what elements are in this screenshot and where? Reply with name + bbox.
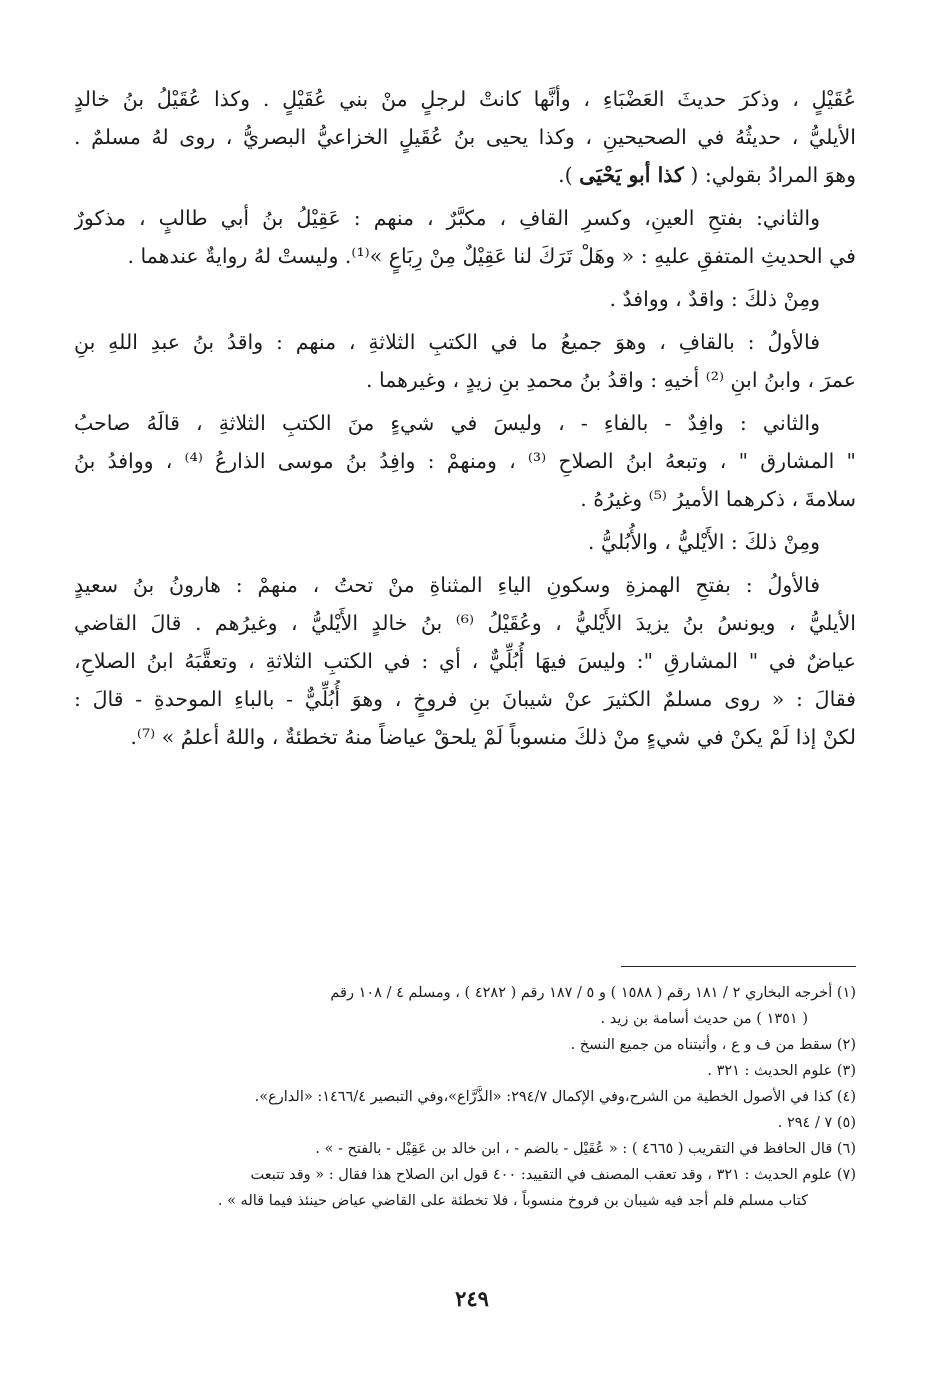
footnote-7: (٧) علوم الحديث : ٣٢١ ، وقد تعقب المصنف في التقييد: ٤٠٠ قول ابن الصلاح هذا فقال : « وقد تتبعت (250, 1167, 856, 1183)
text-line: فقالَ : « روى مسلمٌ الكثيرَ عنْ شيبانَ بنِ فروخٍ ، وهوَ أُبُلِّيٌّ - بالباءِ الموحدةِ - قالَ : (74, 687, 856, 711)
footnote-3: (٣) علوم الحديث : ٣٢١ . (707, 1063, 856, 1079)
text-line: الأيليُّ ، ويونسُ بنُ يزيدَ الأَيْليُّ ، وعُقَيْلُ ⁽⁶⁾ بنُ خالدٍ الأَيْليُّ ، وغيرُهم . قالَ القاضي (74, 611, 856, 635)
footnote-2: (٢) سقط من ف و ع ، وأثبتناه من جميع النسخ . (570, 1037, 856, 1053)
footnote-5: (٥) ٧ / ٢٩٤ . (777, 1115, 856, 1131)
text-line: فالأولُ : بالقافِ ، وهوَ جميعُ ما في الكتبِ الثلاثةِ ، منهم : واقدُ بنُ عبدِ اللهِ بنِ (74, 330, 820, 354)
page-number: ٢٤٩ (455, 1286, 489, 1311)
footnote-7-continued: كتاب مسلم فلم أجد فيه شيبان بن فروخ منسوباً ، فلا تخطئة على القاضي عياض حينئذ فيما قاله » . (217, 1193, 808, 1209)
main-text (74, 80, 856, 756)
text-line: الأيليُّ ، حديثُهُ في الصحيحينِ ، وكذا يحيى بنُ عُقَيلٍ الخزاعيُّ البصريُّ ، روى لهُ مسلمٌ . (74, 125, 856, 149)
footnotes (74, 980, 856, 1214)
footnote-1-continued: ( ١٣٥١ ) من حديث أسامة بن زيد . (600, 1011, 808, 1027)
highlighted-phrase: كذا أبو يَحْيَى (579, 163, 684, 187)
text-line: ومِنْ ذلكَ : الأَيْليُّ ، والأُبُليُّ . (587, 530, 820, 554)
text-line (74, 156, 856, 194)
text-line: والثاني: بفتحِ العينِ، وكسرِ القافِ ، مكبَّرٌ ، منهم : عَقِيْلُ بنُ أبي طالبٍ ، مذكورٌ (74, 206, 820, 230)
text-line: عياضٌ في " المشارقِ ": وليسَ فيهَا أُبُلِّيٌّ ، أي : في الكتبِ الثلاثةِ ، وتعقَّبَهُ ابنُ الصلاحِ، (74, 649, 856, 673)
text-line: في الحديثِ المتفقِ عليهِ : « وهَلْ تَرَكَ لنا عَقِيْلٌ مِنْ رِبَاعٍ »⁽¹⁾. وليستْ لهُ روايةٌ عندهما . (127, 244, 856, 268)
footnote-4: (٤) كذا في الأصول الخطية من الشرح،وفي الإكمال ٢٩٤/٧: «الذَّرَّاع»،وفي التبصير ١٤٦٦/٤: «الدارع». (254, 1089, 856, 1105)
text-segment: وهوَ المرادُ بقولي: ( (683, 163, 856, 187)
text-line: سلامةَ ، ذكرهما الأميرُ ⁽⁵⁾ وغيرُهُ . (580, 487, 856, 511)
text-segment: ). (558, 163, 580, 187)
text-line: " المشارق " ، وتبعهُ ابنُ الصلاحِ ⁽³⁾ ، ومنهمْ : وافِدُ بنُ موسى الذارعُ ⁽⁴⁾ ، ووافدُ بنُ (74, 449, 856, 473)
text-line: والثاني : وافِدٌ - بالفاءِ - ، وليسَ في شيءٍ منَ الكتبِ الثلاثةِ ، قالَهُ صاحبُ (74, 411, 820, 435)
text-line: ومِنْ ذلكَ : واقدٌ ، ووافدٌ . (609, 287, 820, 311)
footnote-6: (٦) قال الحافظ في التقريب ( ٤٦٦٥ ) : « عُقَيْل - بالضم - ، ابن خالد بن عَقِيْل - بالفتح - » . (315, 1141, 856, 1157)
text-line: عُقَيْلٍ ، وذكرَ حديثَ العَضْبَاءِ ، وأنَّها كانتْ لرجلٍ منْ بني عُقَيْلٍ . وكذا عُقَيْلُ بنُ خالدٍ (74, 87, 856, 111)
text-line: عمرَ ، وابنُ ابنِ ⁽²⁾ أخيهِ : واقدُ بنُ محمدِ بنِ زيدٍ ، وغيرهما . (365, 368, 856, 392)
text-line: لكنْ إذا لَمْ يكنْ في شيءٍ منْ ذلكَ منسوباً لَمْ يلحقْ عياضاً منهُ تخطئةٌ ، واللهُ أعلمُ » ⁽⁷⁾. (130, 725, 856, 749)
footnote-1: (١) أخرجه البخاري ٢ / ١٨١ رقم ( ١٥٨٨ ) و ٥ / ١٨٧ رقم ( ٤٢٨٢ ) ، ومسلم ٤ / ١٠٨ رقم (330, 985, 856, 1001)
text-line: فالأولُ : بفتحِ الهمزةِ وسكونِ الياءِ المثناةِ منْ تحتُ ، منهمْ : هارونُ بنُ سعيدٍ (74, 573, 820, 597)
footnote-separator (621, 966, 856, 967)
